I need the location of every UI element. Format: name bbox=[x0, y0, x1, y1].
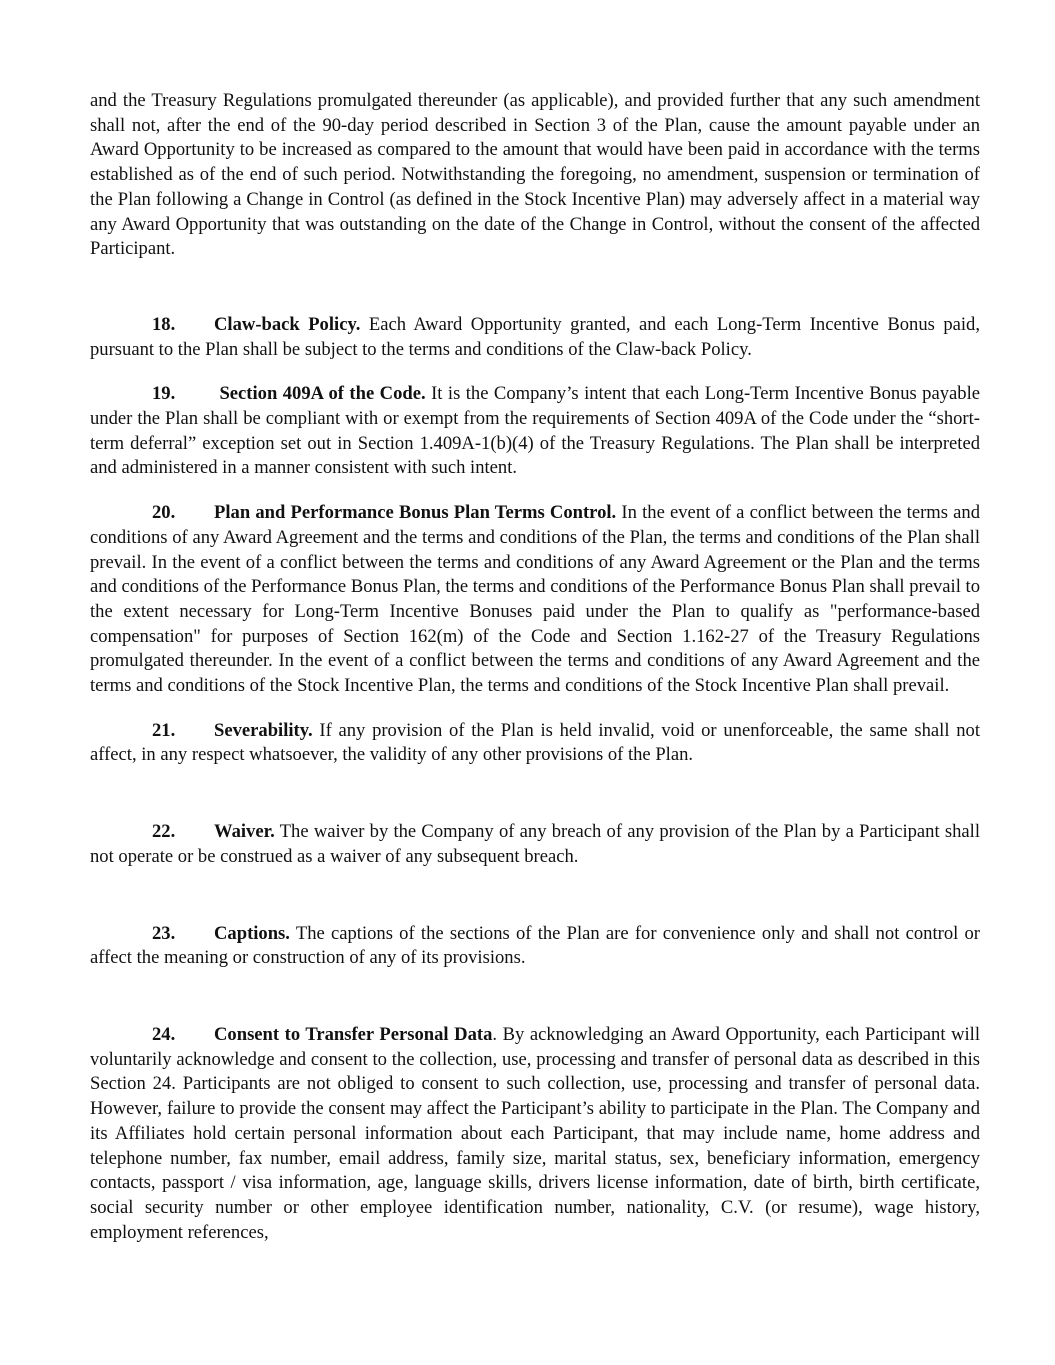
section-number: 21. bbox=[152, 719, 176, 741]
section-19 bbox=[90, 382, 980, 481]
section-number: 18. bbox=[152, 313, 176, 335]
section-heading: Consent to Transfer Personal Data bbox=[214, 1023, 493, 1045]
section-number: 23. bbox=[152, 922, 176, 944]
section-heading: Severability. bbox=[214, 719, 313, 741]
spacer bbox=[90, 699, 980, 719]
spacer bbox=[90, 262, 980, 313]
section-18 bbox=[90, 313, 980, 362]
document-page bbox=[90, 89, 980, 1245]
section-number: 24. bbox=[152, 1023, 176, 1045]
section-heading: Claw-back Policy. bbox=[214, 313, 361, 335]
section-heading: Waiver. bbox=[214, 821, 275, 843]
section-21 bbox=[90, 719, 980, 768]
section-body: In the event of a conflict between the terms and conditions of any Award Agreement and the terms and conditions of the Plan, the terms and conditions of the Plan shall prevail. In the event of a conflict between the terms and conditions of any Award Agreement or the Plan and the terms and conditions of the Performance Bonus Plan, the terms and conditions of the Performance Bonus Plan shall prevail to the extent necessary for Long-Term Incentive Bonuses paid under the Plan to qualify as "performance-based compensation" for purposes of Section 162(m) of the Code and Section 1.162-27 of the Treasury Regulations promulgated thereunder. In the event of a conflict between the terms and conditions of any Award Agreement and the terms and conditions of the Stock Incentive Plan, the terms and conditions of the Stock Incentive Plan shall prevail. bbox=[90, 502, 980, 697]
section-body: The waiver by the Company of any breach of any provision of the Plan by a Participant shall not operate or be construed as a waiver of any subsequent breach. bbox=[90, 821, 980, 867]
section-23 bbox=[90, 922, 980, 971]
section-number: 22. bbox=[152, 821, 176, 843]
continuation-paragraph: and the Treasury Regulations promulgated thereunder (as applicable), and provided further that any such amendment shall not, after the end of the 90-day period described in Section 3 of the Plan, cause the amount payable under an Award Opportunity to be increased as compared to the amount that would have been paid in accordance with the terms established as of the end of such period. Notwithstanding the foregoing, no amendment, suspension or termination of the Plan following a Change in Control (as defined in the Stock Incentive Plan) may adversely affect in a material way any Award Opportunity that was outstanding on the date of the Change in Control, without the consent of the affected Participant. bbox=[90, 90, 980, 260]
section-heading: Captions. bbox=[214, 922, 290, 944]
section-body: The captions of the sections of the Plan are for convenience only and shall not control or affect the meaning or construction of any of its provisions. bbox=[90, 922, 980, 969]
section-22 bbox=[90, 820, 980, 869]
section-number: 20. bbox=[152, 502, 176, 524]
spacer bbox=[90, 362, 980, 382]
spacer bbox=[90, 768, 980, 820]
section-heading: Plan and Performance Bonus Plan Terms Control. bbox=[214, 502, 617, 524]
spacer bbox=[90, 870, 980, 922]
spacer bbox=[90, 481, 980, 501]
section-body: . By acknowledging an Award Opportunity, each Participant will voluntarily acknowledge and consent to the collection, use, processing and transfer of personal data as described in this Section 24. Participants are not obliged to consent to such collection, use, processing and transfer of personal data. However, failure to provide the consent may affect the Participant’s ability to participate in the Plan. The Company and its Affiliates hold certain personal information about each Participant, that may include name, home address and telephone number, fax number, email address, family size, marital status, sex, beneficiary information, emergency contacts, passport / visa information, age, language skills, drivers license information, date of birth, birth certificate, social security number or other employee identification number, nationality, C.V. (or resume), wage history, employment references, bbox=[90, 1023, 980, 1243]
section-number: 19. bbox=[152, 383, 176, 405]
section-24 bbox=[90, 1023, 980, 1245]
spacer bbox=[90, 971, 980, 1023]
section-body: Each Award Opportunity granted, and each Long-Term Incentive Bonus paid, pursuant to the Plan shall be subject to the terms and conditions of the Claw-back Policy. bbox=[90, 313, 980, 360]
section-heading: Section 409A of the Code. bbox=[214, 383, 426, 405]
section-body: If any provision of the Plan is held invalid, void or unenforceable, the same shall not affect, in any respect whatsoever, the validity of any other provisions of the Plan. bbox=[90, 719, 980, 766]
section-body: It is the Company’s intent that each Long-Term Incentive Bonus payable under the Plan shall be compliant with or exempt from the requirements of Section 409A of the Code under the “short-term deferral” exception set out in Section 1.409A-1(b)(4) of the Treasury Regulations. The Plan shall be interpreted and administered in a manner consistent with such intent. bbox=[90, 383, 980, 479]
section-20 bbox=[90, 501, 980, 699]
